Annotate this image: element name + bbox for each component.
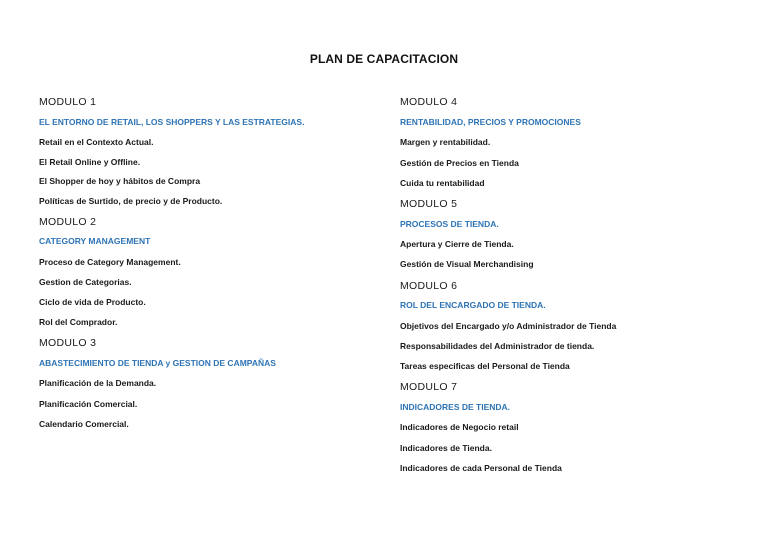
list-item: Rol del Comprador. (39, 317, 118, 327)
module-heading: MODULO 5 (400, 198, 458, 210)
list-item: Proceso de Category Management. (39, 257, 181, 267)
section-heading: ROL DEL ENCARGADO DE TIENDA. (400, 300, 546, 310)
section-heading: CATEGORY MANAGEMENT (39, 236, 151, 246)
module-heading: MODULO 7 (400, 381, 458, 393)
module-heading: MODULO 3 (39, 337, 97, 349)
section-heading: ABASTECIMIENTO DE TIENDA y GESTION DE CAMPAÑAS (39, 358, 276, 368)
list-item: El Shopper de hoy y hábitos de Compra (39, 176, 201, 186)
list-item: Indicadores de Negocio retail (400, 422, 519, 432)
module-heading: MODULO 2 (39, 216, 97, 228)
section-heading: RENTABILIDAD, PRECIOS Y PROMOCIONES (400, 117, 581, 127)
list-item: Gestión de Precios en Tienda (400, 158, 519, 168)
list-item: Calendario Comercial. (39, 419, 129, 429)
list-item: Tareas especificas del Personal de Tienda (400, 361, 570, 371)
module-heading: MODULO 6 (400, 280, 458, 292)
page-title: PLAN DE CAPACITACION (309, 52, 459, 66)
list-item: Gestion de Categorias. (39, 277, 132, 287)
list-item: Indicadores de cada Personal de Tienda (400, 463, 562, 473)
list-item: Margen y rentabilidad. (400, 137, 491, 147)
list-item: Objetivos del Encargado y/o Administrador de Tienda (400, 321, 617, 331)
module-heading: MODULO 4 (400, 96, 458, 108)
module-heading: MODULO 1 (39, 96, 97, 108)
list-item: Gestión de Visual Merchandising (400, 259, 534, 269)
section-heading: EL ENTORNO DE RETAIL, LOS SHOPPERS Y LAS ESTRATEGIAS. (39, 117, 305, 127)
section-heading: INDICADORES DE TIENDA. (400, 402, 511, 412)
list-item: Responsabilidades del Administrador de tienda. (400, 341, 595, 351)
list-item: Políticas de Surtido, de precio y de Producto. (39, 196, 223, 206)
list-item: El Retail Online y Offline. (39, 157, 141, 167)
list-item: Ciclo de vida de Producto. (39, 297, 146, 307)
section-heading: PROCESOS DE TIENDA. (400, 219, 499, 229)
list-item: Cuida tu rentabilidad (400, 178, 485, 188)
list-item: Planificación de la Demanda. (39, 378, 157, 388)
list-item: Retail en el Contexto Actual. (39, 137, 154, 147)
list-item: Planificación Comercial. (39, 399, 138, 409)
list-item: Apertura y Cierre de Tienda. (400, 239, 514, 249)
list-item: Indicadores de Tienda. (400, 443, 492, 453)
